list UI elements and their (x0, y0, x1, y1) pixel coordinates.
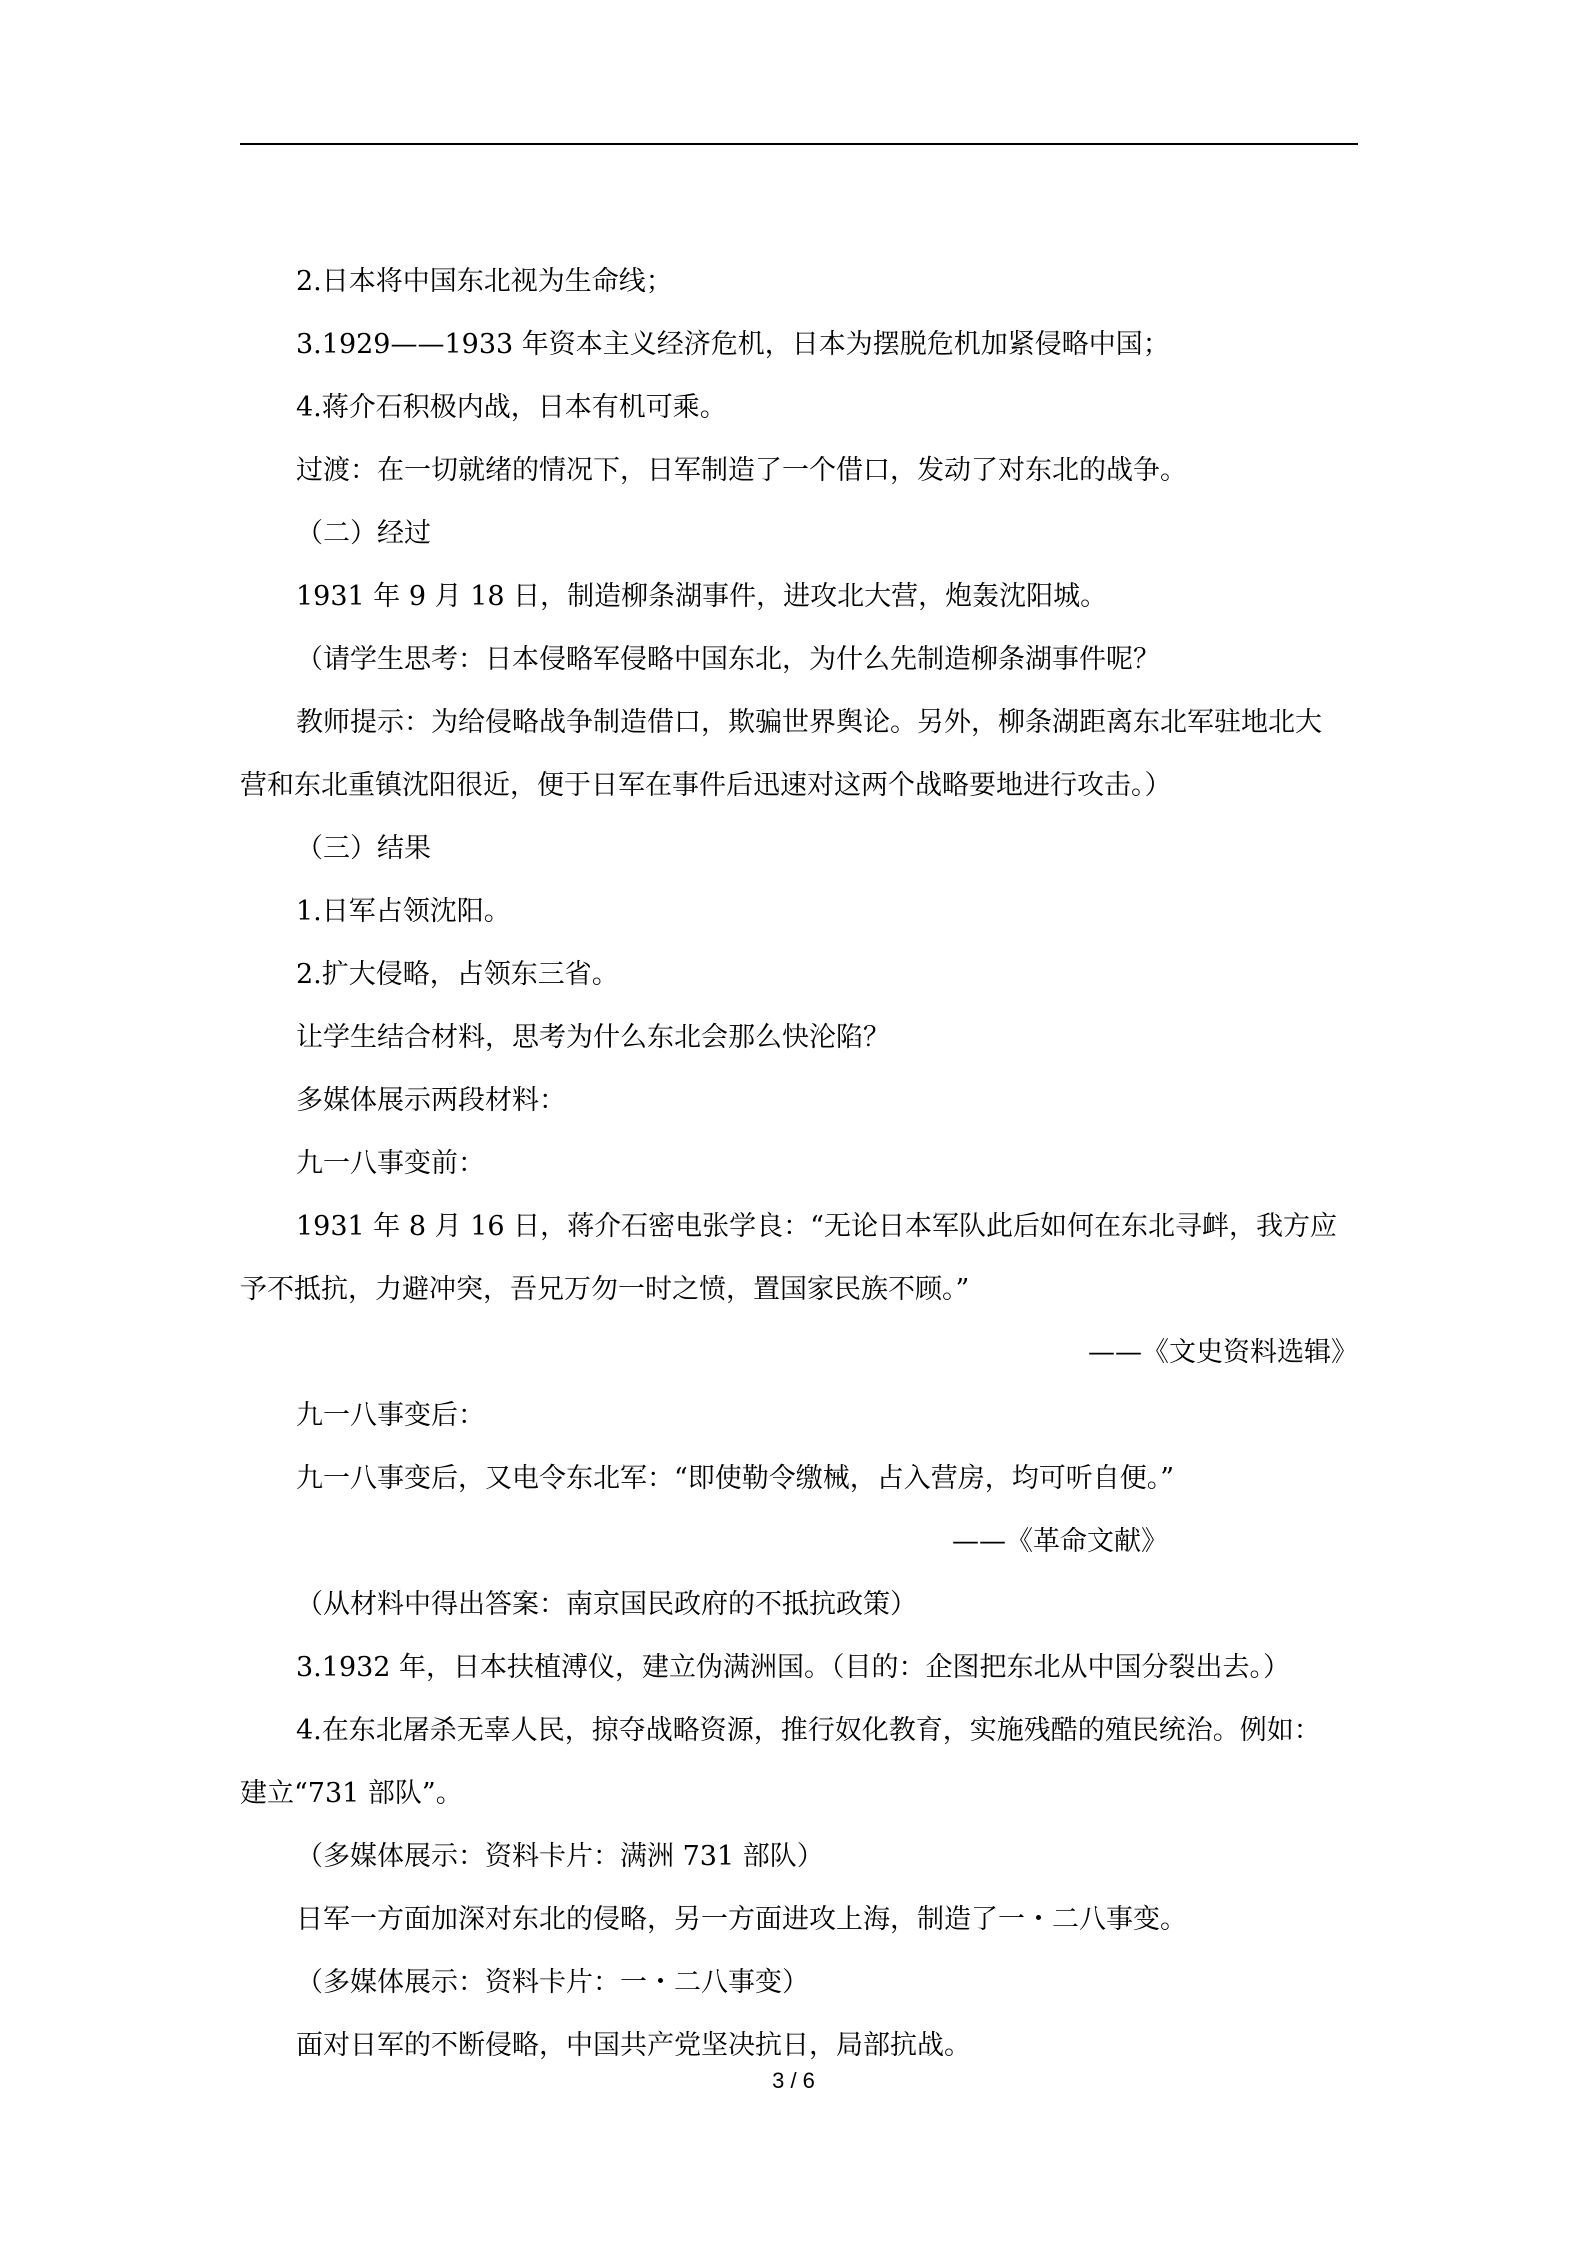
paragraph: （从材料中得出答案：南京国民政府的不抵抗政策） (296, 1589, 917, 1620)
page-number: 3 / 6 (772, 2068, 815, 2093)
header-rule (240, 143, 1358, 145)
paragraph: 1931 年 9 月 18 日，制造柳条湖事件，进攻北大营，炮轰沈阳城。 (296, 581, 1108, 612)
paragraph: 九一八事变前： (296, 1148, 485, 1179)
paragraph: 4.蒋介石积极内战，日本有机可乘。 (296, 392, 727, 423)
paragraph: 多媒体展示两段材料： (296, 1085, 566, 1116)
paragraph: 3.1929——1933 年资本主义经济危机，日本为摆脱危机加紧侵略中国； (296, 329, 1170, 360)
paragraph: 日军一方面加深对东北的侵略，另一方面进攻上海，制造了一・二八事变。 (296, 1904, 1187, 1935)
citation: ——《文史资料选辑》 (1088, 1337, 1358, 1368)
paragraph-continuation: 建立“731 部队”。 (240, 1778, 463, 1809)
quote: 1931 年 8 月 16 日，蒋介石密电张学良：“无论日本军队此后如何在东北寻衅，我方应 (296, 1211, 1337, 1242)
paragraph: 九一八事变后： (296, 1400, 485, 1431)
quote-continuation: 予不抵抗，力避冲突，吾兄万勿一时之愤，置国家民族不顾。” (240, 1274, 970, 1305)
paragraph: 面对日军的不断侵略，中国共产党坚决抗日，局部抗战。 (296, 2030, 971, 2061)
paragraph: （多媒体展示：资料卡片：满洲 731 部队） (296, 1841, 824, 1872)
section-heading: （三）结果 (296, 833, 431, 864)
paragraph: 1.日军占领沈阳。 (296, 896, 511, 927)
paragraph: （请学生思考：日本侵略军侵略中国东北，为什么先制造柳条湖事件呢？ (296, 644, 1160, 675)
paragraph: 4.在东北屠杀无辜人民，掠夺战略资源，推行奴化教育，实施残酷的殖民统治。例如： (296, 1715, 1321, 1746)
paragraph: 3.1932 年，日本扶植溥仪，建立伪满洲国。（目的：企图把东北从中国分裂出去。） (296, 1652, 1291, 1683)
paragraph-continuation: 营和东北重镇沈阳很近，便于日军在事件后迅速对这两个战略要地进行攻击。） (240, 770, 1172, 801)
paragraph: 过渡：在一切就绪的情况下，日军制造了一个借口，发动了对东北的战争。 (296, 455, 1187, 486)
paragraph: 教师提示：为给侵略战争制造借口，欺骗世界舆论。另外，柳条湖距离东北军驻地北大 (296, 707, 1322, 738)
paragraph: 2.日本将中国东北视为生命线； (296, 266, 673, 297)
section-heading: （二）经过 (296, 518, 431, 549)
citation: ——《革命文献》 (952, 1526, 1168, 1557)
quote: 九一八事变后，又电令东北军：“即使勒令缴械，占入营房，均可听自便。” (296, 1463, 1175, 1494)
paragraph: 让学生结合材料，思考为什么东北会那么快沦陷？ (296, 1022, 890, 1053)
paragraph: （多媒体展示：资料卡片：一・二八事变） (296, 1967, 809, 1998)
paragraph: 2.扩大侵略，占领东三省。 (296, 959, 619, 990)
